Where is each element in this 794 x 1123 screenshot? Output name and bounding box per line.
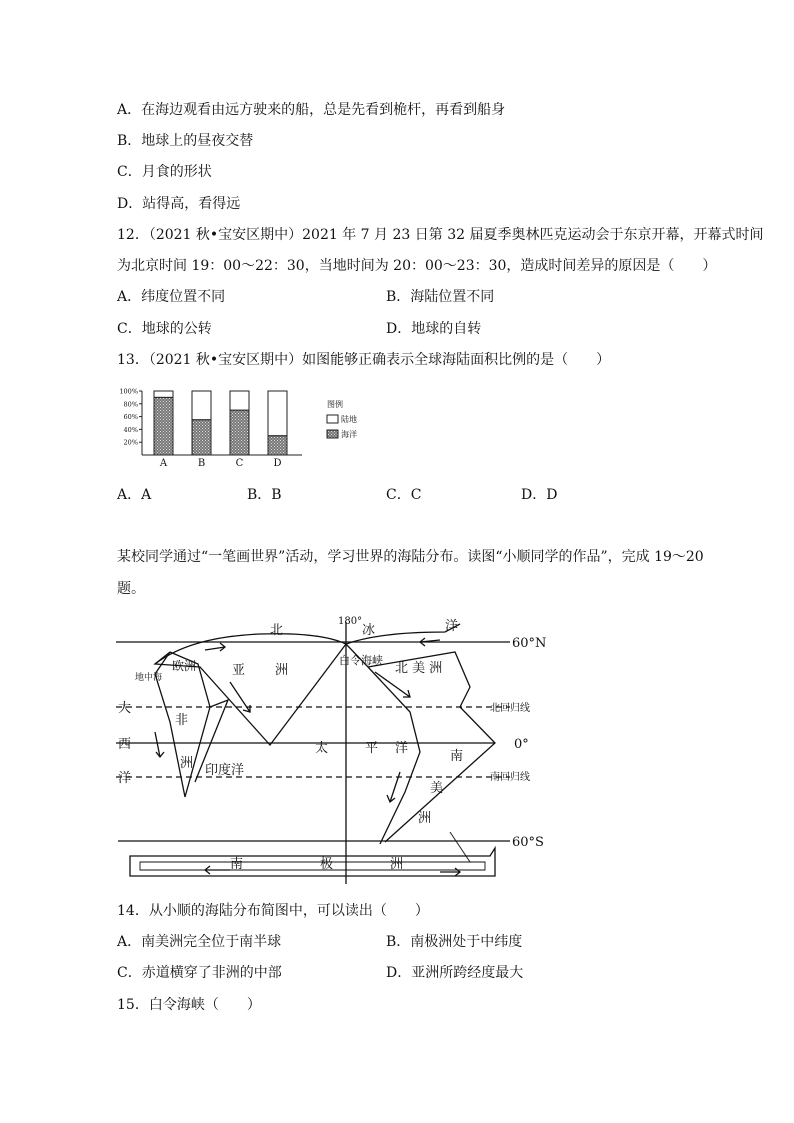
y-tick-label: 40% (123, 425, 138, 434)
q15-stem: 15．白令海峡（ ） (117, 997, 261, 1013)
label-fei-zhou: 洲 (180, 756, 194, 771)
q14-option-c: C．赤道横穿了非洲的中部 (117, 965, 282, 981)
intro-line2: 题。 (117, 581, 145, 597)
land-sea-ratio-chart (112, 383, 372, 475)
label-xi: 西 (118, 737, 132, 752)
label-pacific-yang: 洋 (395, 741, 409, 756)
q13-option-c: C．C (386, 487, 422, 503)
legend-label-ocean: 海洋 (341, 430, 357, 439)
q12-option-d: D．地球的自转 (386, 321, 482, 337)
legend-swatch-land (327, 415, 338, 423)
legend-swatch-ocean (327, 430, 338, 438)
x-tick-label: B (197, 458, 206, 469)
q13-stem: 13．（2021 秋•宝安区期中）如图能够正确表示全球海陆面积比例的是（ ） (117, 352, 611, 368)
label-bei: 北 (270, 623, 284, 638)
q12-option-a: A．纬度位置不同 (117, 289, 226, 305)
q11-option-a: A．在海边观看由远方驶来的船，总是先看到桅杆，再看到船身 (117, 102, 506, 118)
q13-option-b: B．B (247, 487, 282, 503)
label-tai: 太 (315, 741, 329, 756)
chart-legend (327, 399, 357, 439)
label-da: 大 (118, 701, 132, 716)
label-indian-ocean: 印度洋 (205, 763, 245, 778)
one-stroke-world-map (110, 612, 560, 890)
legend-label-land: 陆地 (341, 415, 357, 424)
label-nan: 南 (450, 749, 464, 764)
arrow-1 (205, 643, 225, 651)
q11-option-d: D．站得高，看得远 (117, 196, 241, 212)
bar-ocean-C (230, 410, 249, 455)
q12-option-b: B．海陆位置不同 (386, 289, 495, 305)
q12-option-c: C．地球的公转 (117, 321, 212, 337)
q11-option-c: C．月食的形状 (117, 164, 212, 180)
bar-ocean-D (268, 436, 287, 455)
q14-stem: 14．从小顺的海陆分布简图中，可以读出（ ） (117, 903, 429, 919)
label-bing: 冰 (362, 623, 376, 638)
q14-option-d: D．亚洲所跨经度最大 (386, 965, 524, 981)
q11-option-b: B．地球上的昼夜交替 (117, 133, 254, 149)
y-tick-label: 60% (123, 413, 138, 422)
label-mei: 美 (430, 781, 444, 796)
q12-stem-line1: 12．（2021 秋•宝安区期中）2021 年 7 月 23 日第 32 届夏季奥林匹克运动会于东京开幕，开幕式时间 (117, 227, 764, 243)
bar-land-A (154, 391, 173, 397)
bar-land-D (268, 391, 287, 436)
label-europe: 欧洲 (172, 659, 197, 673)
label-antarctica-ji: 极 (320, 857, 334, 872)
arrow-7 (450, 832, 470, 862)
label-antarctica-nan: 南 (230, 857, 244, 872)
label-tropic-north: 北回归线 (490, 703, 530, 714)
label-tropic-south: 南回归线 (490, 772, 530, 783)
label-60n: 60°N (512, 636, 547, 651)
bar-land-B (192, 391, 211, 420)
label-0: 0° (514, 737, 529, 752)
bar-ocean-B (192, 420, 211, 455)
label-mediterranean: 地中海 (135, 673, 163, 683)
label-bering: 白令海峡 (339, 654, 383, 667)
q12-stem-line2: 为北京时间 19：00～22：30，当地时间为 20：00～23：30，造成时间差异的原因是（ ） (117, 258, 717, 274)
arctic-stroke (155, 624, 460, 664)
y-tick-label: 20% (123, 438, 138, 447)
label-antarctica-zhou: 洲 (390, 857, 404, 872)
q14-option-b: B．南极洲处于中纬度 (386, 934, 523, 950)
q14-option-a: A．南美洲完全位于南半球 (117, 934, 282, 950)
q13-option-a: A．A (117, 487, 152, 503)
label-fei: 非 (175, 713, 189, 728)
x-tick-label: A (159, 458, 168, 469)
label-180: 180° (338, 616, 363, 627)
label-atl-yang: 洋 (118, 771, 132, 786)
arrow-9 (205, 866, 230, 874)
label-ping: 平 (365, 741, 379, 756)
label-sa-zhou: 洲 (418, 811, 432, 826)
label-yang: 洋 (445, 619, 459, 634)
y-tick-label: 100% (119, 387, 138, 396)
x-tick-label: D (273, 458, 282, 469)
label-ya: 亚 (232, 663, 246, 678)
x-tick-label: C (235, 458, 244, 469)
antarctica-inner-stroke (140, 862, 485, 870)
bar-land-C (230, 391, 249, 410)
y-tick-label: 80% (123, 400, 138, 409)
label-north-america: 北 美 洲 (395, 661, 443, 676)
bar-ocean-A (154, 397, 173, 455)
intro-line1: 某校同学通过“一笔画世界”活动，学习世界的海陆分布。读图“小顺同学的作品”，完成 19～20 (117, 549, 704, 565)
arrow-5 (155, 732, 164, 757)
arrow-8 (440, 868, 460, 876)
chart-bars (154, 391, 287, 469)
q13-option-d: D．D (521, 487, 558, 503)
legend-title: 图例 (327, 400, 343, 409)
label-60s: 60°S (512, 835, 544, 850)
label-zhou: 洲 (275, 663, 289, 678)
